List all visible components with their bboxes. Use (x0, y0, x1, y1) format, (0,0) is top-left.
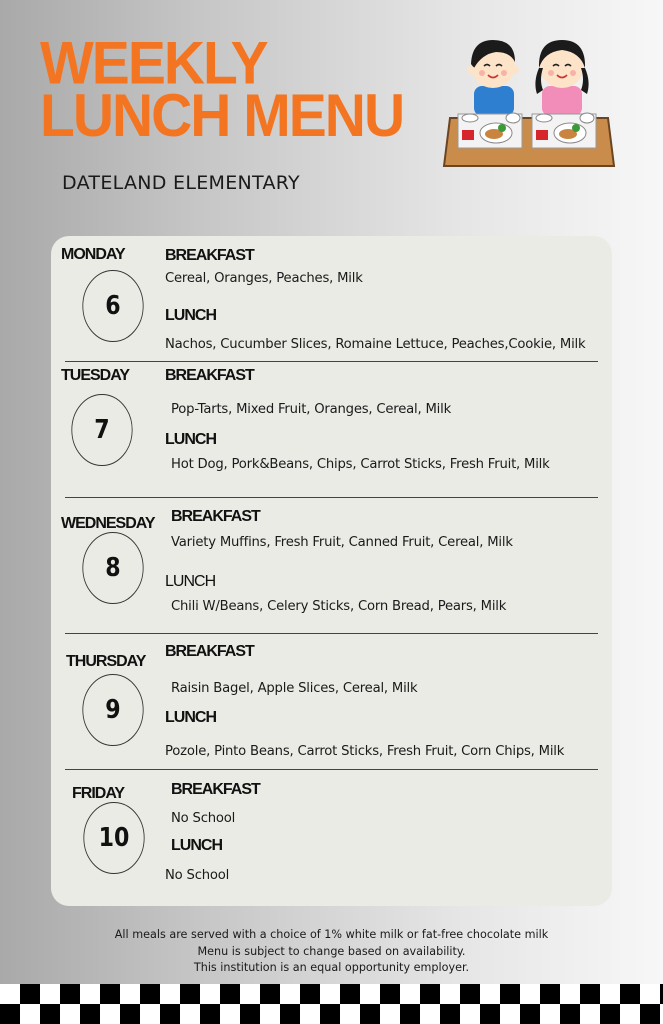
breakfast-items: Variety Muffins, Fresh Fruit, Canned Fruit, Cereal, Milk (171, 535, 513, 550)
lunch-items: Chili W/Beans, Celery Sticks, Corn Bread, Pears, Milk (171, 599, 507, 614)
breakfast-heading: BREAKFAST (165, 643, 254, 660)
menu-card (51, 236, 612, 906)
lunch-items: Hot Dog, Pork&Beans, Chips, Carrot Sticks, Fresh Fruit, Milk (171, 457, 550, 472)
table-illustration (444, 113, 614, 166)
footer-line: All meals are served with a choice of 1% white milk or fat-free chocolate milk (114, 928, 549, 941)
divider (65, 361, 598, 362)
day-date-circle: 7 (71, 394, 132, 466)
lunch-heading: LUNCH (165, 431, 216, 448)
divider (65, 769, 598, 770)
day-date-circle: 6 (82, 270, 143, 342)
footer-notes (0, 927, 663, 977)
day-date-circle: 9 (82, 674, 143, 746)
girl-illustration (535, 40, 588, 116)
breakfast-heading: BREAKFAST (171, 508, 260, 525)
page-title (40, 30, 404, 150)
title-line-1: WEEKLY (40, 30, 267, 98)
school-name: DATELAND ELEMENTARY (62, 172, 300, 194)
breakfast-items: Cereal, Oranges, Peaches, Milk (165, 271, 363, 286)
day-name: TUESDAY (61, 367, 129, 384)
lunch-heading: LUNCH (165, 709, 216, 726)
footer-line: This institution is an equal opportunity employer. (193, 961, 470, 974)
divider (65, 633, 598, 634)
day-name: THURSDAY (66, 653, 146, 670)
breakfast-heading: BREAKFAST (171, 781, 260, 798)
day-date-circle: 8 (82, 532, 143, 604)
breakfast-items: No School (171, 811, 236, 826)
lunch-items: Nachos, Cucumber Slices, Romaine Lettuce, Peaches,Cookie, Milk (165, 337, 586, 352)
lunch-items: No School (165, 868, 230, 883)
lunch-heading: LUNCH (171, 837, 222, 854)
day-name: FRIDAY (72, 785, 125, 802)
lunch-items: Pozole, Pinto Beans, Carrot Sticks, Fresh Fruit, Corn Chips, Milk (165, 744, 565, 759)
title-line-2: LUNCH MENU (40, 82, 404, 150)
boy-illustration (467, 40, 519, 116)
breakfast-heading: BREAKFAST (165, 367, 254, 384)
lunch-heading: LUNCH (165, 307, 216, 324)
footer-line: Menu is subject to change based on availability. (197, 944, 466, 958)
breakfast-heading: BREAKFAST (165, 247, 254, 264)
day-date-circle: 10 (83, 802, 144, 874)
breakfast-items: Pop-Tarts, Mixed Fruit, Oranges, Cereal, Milk (171, 402, 452, 417)
divider (65, 497, 598, 498)
day-name: WEDNESDAY (61, 515, 155, 532)
lunch-heading: LUNCH (165, 573, 216, 590)
checkered-border (0, 984, 663, 1024)
kids-eating-illustration (440, 28, 618, 170)
day-name: MONDAY (61, 246, 125, 263)
breakfast-items: Raisin Bagel, Apple Slices, Cereal, Milk (171, 681, 418, 696)
